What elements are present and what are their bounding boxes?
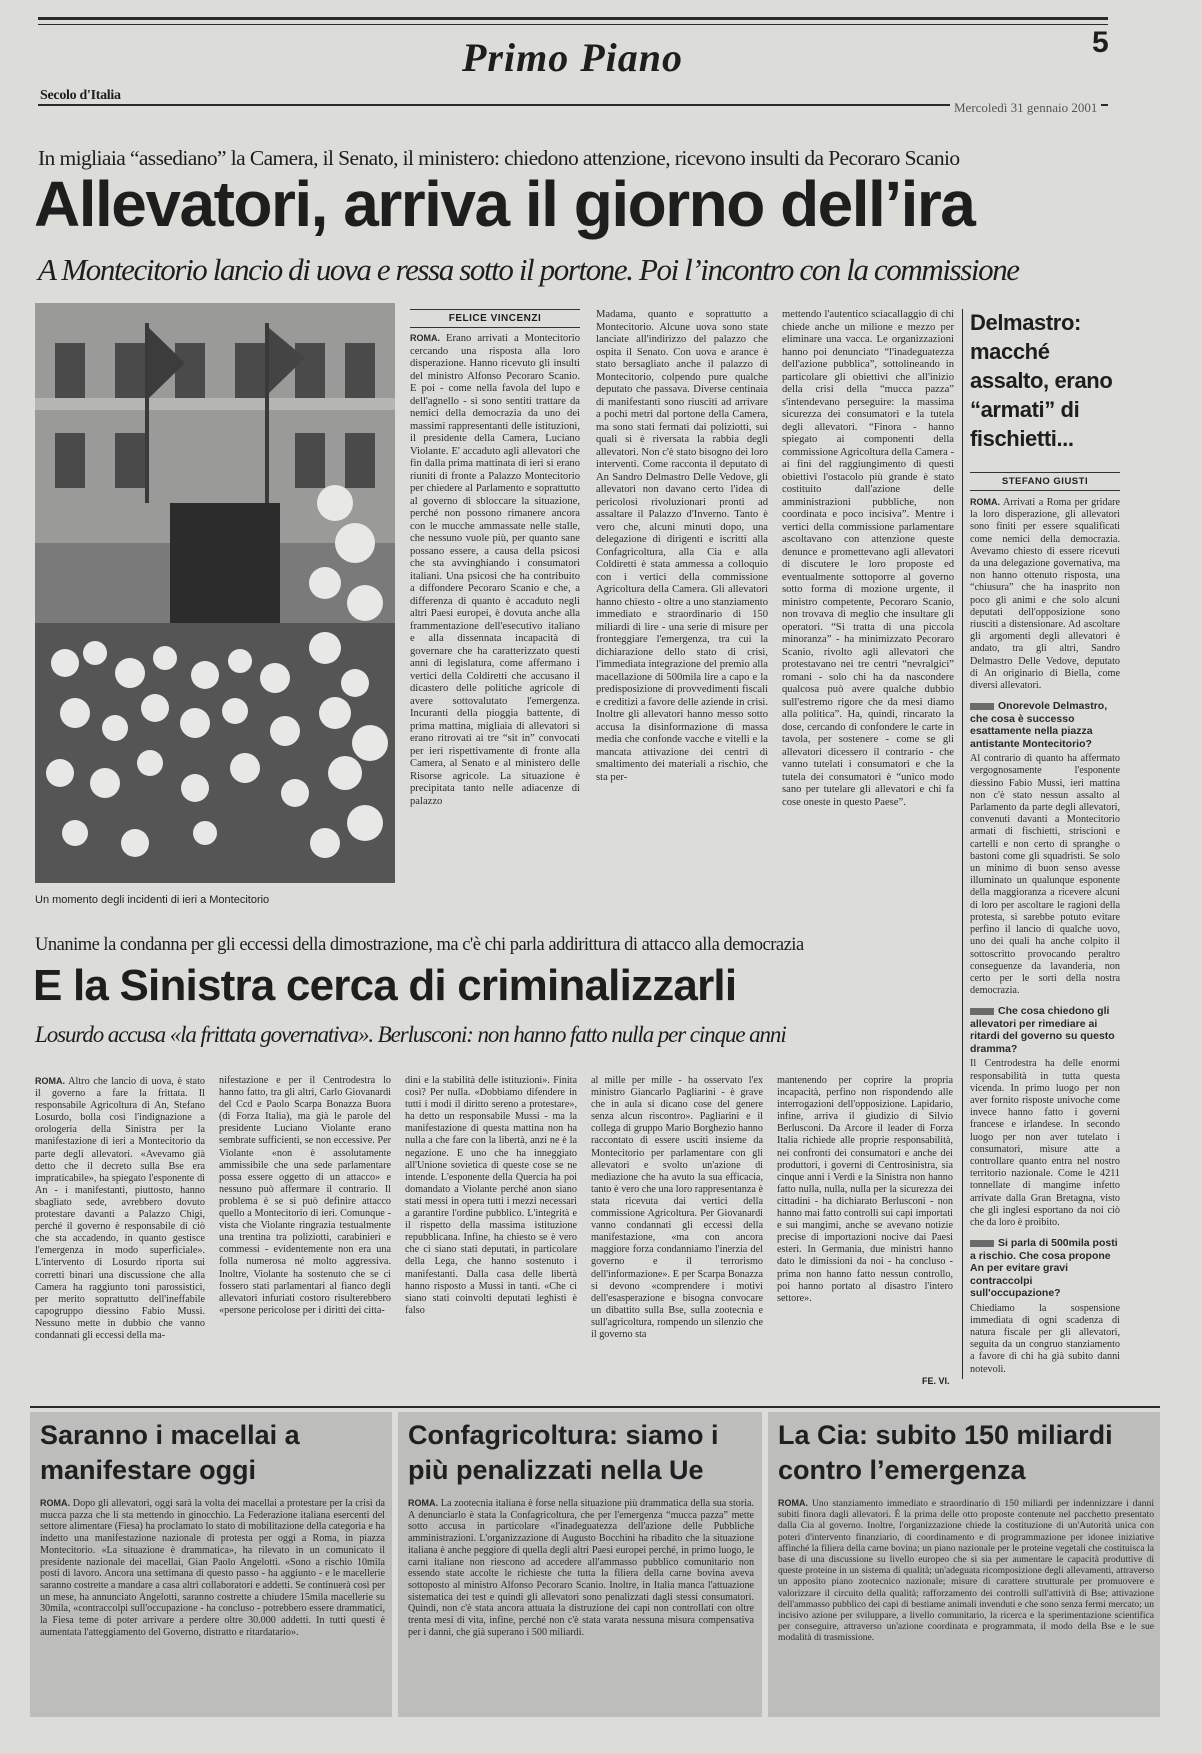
- lead-text-1: Erano arrivati a Montecitorio cercando una risposta alla loro disperazione. Hanno ricevuto gli insulti del ministro Alfonso Pecoraro Scanio. E poi - come nella favola del lupo e dell'agnello - si sono sentiti trattare da nemici della democrazia da uno dei massimi rappresentanti delle istituzioni, il presidente della Camera, Luciano Violante. E' accaduto agli allevatori che fin dalla prima mattinata di ieri si erano riuniti di fronte a Palazzo Montecitorio per chiedere al Parlamento e soprattutto al governo di sbloccare la situazione, perché non possono rimanere ancora con le mucche ammassate nelle stalle, che nessuno vuole più, per quanto sane possano essere, a causa della psicosi che sta avvinghiando i consumatori italiani. Una psicosi che ha contribuito a diffondere Pecoraro Scanio e che, a differenza di quanto è accaduto negli altri Paesi europei, è dovuta anche alla frammentazione dell'esecutivo italiano e alla dissennata incapacità di governare che ha caratterizzato questi anni di legislatura, come affermano i vertici della Coldiretti che accusano il dicastero delle politiche agricole di avere sottovalutato l'emergenza. Incuranti della pioggia battente, di prima mattina, migliaia di allevatori si erano ritrovati ai tre “sit in” convocati per ieri rispettivamente di fronte alla Camera, al Senato e al ministero delle Risorse agricole. La situazione è precipitata tanto nelle adiacenze di palazzo: [410, 333, 580, 807]
- sidebar-question-3: Si parla di 500mila posti a rischio. Che cosa propone An per evitare gravi contraccolpi sull'occupazione?: [970, 1237, 1120, 1300]
- lead-headline: Allevatori, arriva il giorno dell’ira: [34, 168, 975, 240]
- lead-column-2: [596, 309, 768, 904]
- masthead-rule: [38, 104, 1108, 106]
- lead-column-1: [410, 332, 580, 904]
- bottom-dateline-3: ROMA.: [778, 1498, 808, 1508]
- bottom-column-2: [408, 1498, 754, 1710]
- second-text-5: mantenendo per coprire la propria incapacità, perfino non rispondendo alle interrogazioni dell'opposizione. Lapidario, infine, arriva il giudizio di Silvio Berlusconi. Da Arcore il leader di Forza Italia richiede alle proprie responsabilità, nei confronti dei consumatori e anche dei produttori, i governi di Centrosinistra, sia cinque anni i Verdi e la Sinistra non hanno fatto nulla, nulla, nulla per la sicurezza dei cittadini - ha dichiarato Berlusconi - non hanno mai fatto controlli sui capi importati e sui mangimi, anche se avevano notizie precise di importazioni nocive dai Paesi esteri. In Germania, due ministri hanno dato le dimissioni da noi - ha concluso - prima non hanno fatto nessun controllo, poi hanno portato al disastro l'intero settore».: [777, 1075, 953, 1304]
- second-column-1: [35, 1075, 205, 1395]
- second-text-3: dini e la stabilità delle istituzioni». Finita così? Per nulla. «Dobbiamo difendere in tutti i modi il diritto sereno a protestare», ha detto un responsabile Mussi - ma la manifestazione di questa mattina non ha nulla a che fare con la libertà, anzi ne è la negazione. E uno che ha inneggiato all'Unione sovietica di queste cose se ne intende. L'esponente della Quercia ha poi domandato a Violante perché anon siano stati messi in opera tutti i mezzi necessari a garantire l'ordine pubblico. L'integrità e il rispetto della massima istituzione repubblicana. Infine, ha chiesto se è vero che ci siano stati deputati, in particolare della Lega, che hanno sostenuto i manifestanti. Dalla casa delle libertà hanno risposto a Mussi in tanti. «Che ci siano stati coinvolti deputati leghisti è falso: [405, 1075, 577, 1316]
- sidebar-question-1: Onorevole Delmastro, che cosa è successo esattamente nella piazza antistante Montecitorio?: [970, 700, 1120, 750]
- bottom-text-2: La zootecnia italiana è forse nella situazione più drammatica della sua storia. A denunciarlo è stata la Confagricoltura, che per l'emergenza “mucca pazza” mette sotto accusa in particolare «l'inadeguatezza dell'azione delle Pubbliche amministrazioni. L'organizzazione di Augusto Bocchini ha ribadito che la situazione italiana è anche peggiore di quella degli altri Paesi europei perché, in primo luogo, le carni italiane non riescono ad accedere all'ammasso pubblico comunitario non essendo state accolte le richieste che tutta la filiera della carne bovina aveva sottoposto al ministro Alfonso Pecoraro Scanio. Inoltre, in Italia manca l'attuazione sistematica dei test e quindi gli allevatori sono penalizzati dagli stessi consumatori. Quindi, non c'è stata ancora attuata la distruzione dei capi non controllati con oltre trenta mesi di vita, infine, perché non c'è stata varata nessuna misura compensativa per i danni, che già superano i 500 miliardi.: [408, 1498, 754, 1638]
- sidebar-column: [970, 496, 1120, 1386]
- top-rule: [38, 17, 1108, 20]
- bottom-text-3: Uno stanziamento immediato e straordinario di 150 miliardi per indennizzare i danni subiti finora dagli allevatori. È la prima delle otto proposte contenute nel pacchetto presentato dalla Cia al governo. Inoltre, l'organizzazione chiede la costituzione di un'Autorità unica con poteri d'intervento finanziario, di coordinamento e di programmazione per idonee iniziative affinché la filiera della carne bovina; un piano nazionale per le proteine vegetali che costituisca la base di una discussione su livello europeo che si sia per aumentare le capacità produttive di queste proteine in un sistema di qualità; un'adeguata ricomposizione degli allevamenti, attraverso un apposito piano zootecnico nazionale; misure di carattere strutturale per promuovere e valorizzare il circuito della qualità; rafforzamento dei controlli sull'attività di Bse; attivazione dell'ammasso pubblico dei capi di bestiame animali invenduti e che sono senza fermi mercato; un incisivo azione per sviluppare, a livello comunitario, la ricerca e la sperimentazione scientifica per conseguire, attraverso un'azione coordinata e programmata, il modo della Bse e le sue modalità di trasmissione.: [778, 1498, 1154, 1644]
- bottom-headline-2: Confagricoltura: siamo i più penalizzati nella Ue: [408, 1420, 719, 1485]
- second-column-5: [777, 1075, 953, 1365]
- lead-text-2: Madama, quanto e soprattutto a Montecitorio. Alcune uova sono state lanciate all'indirizzo del palazzo che ospita il Senato. Con uova e arance è stato bersagliato anche il palazzo di Montecitorio, colpendo pure qualche deputato che passava. Diverse centinaia di manifestanti sono riusciti ad arrivare a pochi metri dal portone della Camera, ma sono stati fermati dai poliziotti, sui quali si è riversata la rabbia degli allevatori. Non c'è stato bisogno dei loro interventi. Come racconta il deputato di An Sandro Delmastro Delle Vedove, gli allevatori non davano certo l'idea di pericolosi rivoluzionari pronti ad assaltare il Palazzo d'Inverno. Tanto è vero che, alcuni minuti dopo, una delegazione di dirigenti e iscritti alla Confagricoltura, alla Cia e alla Coldiretti è stata ammessa a colloquio con i vertici della commissione Agricoltura della Camera. Gli allevatori hanno chiesto - oltre a uno stanziamento immediato e straordinario di 150 miliardi di lire - una serie di misure per fronteggiare l'emergenza, tra cui la dichiarazione dello stato di crisi, l'immediata integrazione del premio alla macellazione di 500mila lire a capo e la predisposizione di provvedimenti fiscali e creditizi a favore delle aziende in crisi. Inoltre gli allevatori hanno messo sotto accusa la disinformazione di massa media che confonde vacche e vitelli e la mancata attivazione dei centri di smaltimento dei materiali a rischio, che sta per-: [596, 309, 768, 783]
- sidebar-dateline: ROMA.: [970, 497, 1000, 507]
- bottom-rule: [30, 1406, 1160, 1408]
- bottom-headline-1: Saranno i macellai a manifestare oggi: [40, 1420, 300, 1485]
- second-text-4: al mille per mille - ha osservato l'ex ministro Giancarlo Pagliarini - è grave che in aula si dicano cose del genere senza alcun riscontro». Pagliarini e il collega di gruppo Mario Borghezio hanno raccontato di essere usciti insieme da Montecitorio per parlamentare con gli allevatori e svolto un'azione di mediazione che ha avuto la sua efficacia, tanto è vero che una loro rappresentanza è stata ricevuta dai vertici della commissione Agricoltura. Per Giovanardi vanno condannati gli eccessi della manifestazione, «ma con ancora maggiore forza condanniamo l'inerzia del governo e il terrorismo dell'informazione». E per Scarpa Bonazza si devono «comprendere i motivi dell'esasperazione e bisogna convocare un dibattito sulla Bse, sulla zootecnia e sull'agricoltura, rompendo un silenzio che il governo sta: [591, 1075, 763, 1340]
- lead-kicker: In migliaia “assediano” la Camera, il Senato, il ministero: chiedono attenzione, ricevono insulti da Pecoraro Scanio: [38, 146, 960, 170]
- second-column-4: [591, 1075, 763, 1395]
- top-rule-thin: [38, 24, 1108, 25]
- sidebar-answer-1: Al contrario di quanto ha affermato vergognosamente l'esponente diessino Fabio Mussi, ieri mattina non c'è stato nessun assalto al Parlamento da parte degli allevatori, convenuti davanti a Montecitorio armati di fischietti, striscioni e cartelli e non certo di spranghe o bastoni come gli squadristi. Se solo un minimo di buon senso avesse illuminato un qualunque esponente della maggioranza a ricevere alcuni di loro per ascoltare le ragioni della protesta, si sarebbe potuto evitare perfino il lancio di qualche uovo, uno dei quali ha anche colpito il sottoscritto provocando peraltro conseguenze da lavanderia, non certo per le sorti della nostra democrazia.: [970, 753, 1120, 997]
- sidebar-answer-2: Il Centrodestra ha delle enormi responsabilità in tutta questa vicenda. In primo luogo per non aver fornito risposte univoche come invece hanno fatto i governi francese e irlandese. In secondo luogo per non aver tutelato i consumatori, misure atte a controllare quanto entra nel nostro territorio nazionale. Come le 4211 tonnellate di mangime infetto arrivate dalla Gran Bretagna, visto che gli inglesi esportano da noi ciò che da loro è proibito.: [970, 1058, 1120, 1228]
- second-headline: E la Sinistra cerca di criminalizzarli: [33, 961, 737, 1010]
- second-dateline: ROMA.: [35, 1076, 65, 1086]
- lead-text-3: mettendo l'autentico sciacallaggio di chi chiede anche un milione e mezzo per eliminare una vacca. Le organizzazioni hanno poi denunciato “l'inadeguatezza dell'azione pubblica”, sottolineando in particolare gli obiettivi che all'inizio della crisi della “mucca pazza” s'intendevano perseguire: la massima sicurezza dei consumatori e la tutela degli allevatori. “Finora - hanno spiegato ai componenti della commissione Agricoltura della Camera - ai fini del raggiungimento di questi obiettivi l'ostacolo più grande è stato costituito dall'azione delle amministrazioni pubbliche, non coordinata e poco incisiva”. Mentre i vertici della commissione parlamentare ascoltavano con attenzione queste denunce e promettevano agli allevatori di discutere le loro proposte ed eventualmente sottoporre al governo sotto forma di mozione urgente, il ministro competente, Pecoraro Scanio, non trovava di meglio che insultare gli operatori. “Si tratta di una piccola minoranza” - ha minimizzato Pecoraro Scanio, rivolto agli allevatori che protestavano nei tre centri “nevralgici” romani - solo chi ha da nascondere qualcosa può avere qualche dubbio sull'estremo rigore che da mesi diamo alla politica”. Ha, quindi, rincarato la dose, cercando di confondere le carte in tavola, per sostenere - come se gli allevatori dicessero il contrario - che vanno tutelati i consumatori e che la tutela dei consumatori è “unico modo sano per tutelare gli allevatori e chi fa cose oneste in questo Paese”.: [782, 309, 954, 808]
- sidebar-answer-3: Chiediamo la sospensione immediata di ogni scadenza di natura fiscale per gli allevatori, seguita da un congruo stanziamento a favore di chi ha già subito danni notevoli.: [970, 1302, 1120, 1375]
- bottom-headline-3: La Cia: subito 150 miliardi contro l’emergenza: [778, 1420, 1113, 1485]
- sidebar-divider: [962, 309, 963, 1379]
- bottom-text-1: Dopo gli allevatori, oggi sarà la volta dei macellai a protestare per la crisi da mucca pazza che li sta mettendo in ginocchio. La Federazione italiana esercenti del settore alimentare (Fiesa) ha proclamato lo stato di mobilitazione della categoria e ha indetto una manifestazione nazionale di protesta per oggi a Roma, in piazza Montecitorio. «La situazione è drammatica», ha rilevato in un comunicato il presidente nazionale dei macellai, Gian Paolo Angelotti. «Sono a rischio 10mila posti di lavoro. Ancora una settimana di questo passo - ha aggiunto - e le macellerie saranno costrette a mandare a casa altri collaboratori e addetti. Se continuerà così per un mese, ha annunciato Angelotti, saranno costrette a chiudere 15mila macellerie su 30mila, «contraccolpi sull'occupazione - ha concluso - potrebbero essere drammatici, la Fiesa teme di poter arrivare a perdere oltre 30.000 addetti. In tutti questi è aumentata l'atteggiamento del Governo, distratto e ritardatario».: [40, 1498, 385, 1638]
- photo-montecitorio-illustration: [35, 303, 395, 883]
- lead-photo: [35, 303, 395, 883]
- second-column-2: [219, 1075, 391, 1395]
- second-deck: Losurdo accusa «la frittata governativa». Berlusconi: non hanno fatto nulla per cinque anni: [35, 1022, 786, 1047]
- second-text-1: Altro che lancio di uova, è stato il governo a fare la frittata. Il responsabile Agricoltura di An, Stefano Losurdo, bolla così l'indignazione a orologeria della Sinistra per la manifestazione di ieri a Montecitorio da parte degli allevatori. «Avevamo già detto che il decreto sulla Bse era impraticabile», ha spiegato l'esponente di An - i manifestanti, piuttosto, hanno sbagliato sede, avrebbero dovuto protestare davanti a Palazzo Chigi, perché il governo è responsabile di ciò che sta accadendo, in quanto gestisce l'emergenza in modo superficiale». L'intervento di Losurdo riporta sui corretti binari una discussione che alla Camera ha raggiunto toni parossistici, per merito soprattutto dell'ineffabile capogruppo diessino Fabio Mussi. Nessuno mette in dubbio che vanno condannati gli eccessi della ma-: [35, 1076, 205, 1341]
- sidebar-question-2: Che cosa chiedono gli allevatori per rimediare ai ritardi del governo su questo dramma?: [970, 1005, 1120, 1055]
- issue-date: Mercoledì 31 gennaio 2001: [950, 100, 1101, 116]
- newspaper-name: Secolo d'Italia: [40, 88, 121, 103]
- lead-column-3: [782, 309, 954, 904]
- section-title: Primo Piano: [462, 35, 684, 80]
- lead-byline: FELICE VINCENZI: [410, 309, 580, 328]
- page-number: 5: [1092, 26, 1109, 59]
- second-text-2: nifestazione e per il Centrodestra lo hanno fatto, tra gli altri, Carlo Giovanardi del Ccd e Paolo Scarpa Bonazza Buora (di Forza Italia), ma già le parole del presidente Luciano Violante erano sembrate sufficienti, se non eccessive. Per Violante «non è assolutamente ammissibile che una sede parlamentare possa essere oggetto di un attacco» e nessuno può affermare il contrario. Il problema è se si può definire attacco quello a Montecitorio di ieri. Comunque - vista che Violante ringrazia testualmente una trentina tra poliziotti, carabinieri e commessi - evidentemente non era una folla numerosa né molto aggressiva. Inoltre, Violante ha sostenuto che se ci fossero stati parlamentari al fianco degli allevatori infuriati costoro risulterebbero «persone pericolose per i diritti dei citta-: [219, 1075, 391, 1316]
- second-column-3: [405, 1075, 577, 1395]
- bottom-dateline-1: ROMA.: [40, 1498, 70, 1508]
- second-signature: FE. VI.: [922, 1376, 950, 1386]
- bottom-dateline-2: ROMA.: [408, 1498, 438, 1508]
- photo-caption: Un momento degli incidenti di ieri a Montecitorio: [35, 894, 270, 906]
- sidebar-byline: STEFANO GIUSTI: [970, 472, 1120, 491]
- bottom-column-1: [40, 1498, 385, 1710]
- second-kicker: Unanime la condanna per gli eccessi della dimostrazione, ma c'è chi parla addirittura di attacco alla democrazia: [35, 935, 804, 955]
- dateline: ROMA.: [410, 333, 440, 343]
- lead-deck: A Montecitorio lancio di uova e ressa sotto il portone. Poi l’incontro con la commissione: [38, 252, 1019, 287]
- bottom-column-3: [778, 1498, 1154, 1710]
- sidebar-intro: Arrivati a Roma per gridare la loro disperazione, gli allevatori sono finiti per essere squalificati come nemici della democrazia. Avevamo chiesto di essere ricevuti da una delegazione governativa, ma non hanno ottenuto risposta, una “chiusura” che ha inasprito non poco gli animi e che solo alcuni deputati dell'opposizione sono riusciti a distensionare. Ad ascoltare gli argomenti degli allevatori è andato, tra gli altri, Sandro Delmastro Delle Vedove, deputato di An originario di Biella, come diversi allevatori.: [970, 497, 1120, 692]
- sidebar-headline: Delmastro: macché assalto, erano “armati” di fischietti...: [970, 310, 1113, 451]
